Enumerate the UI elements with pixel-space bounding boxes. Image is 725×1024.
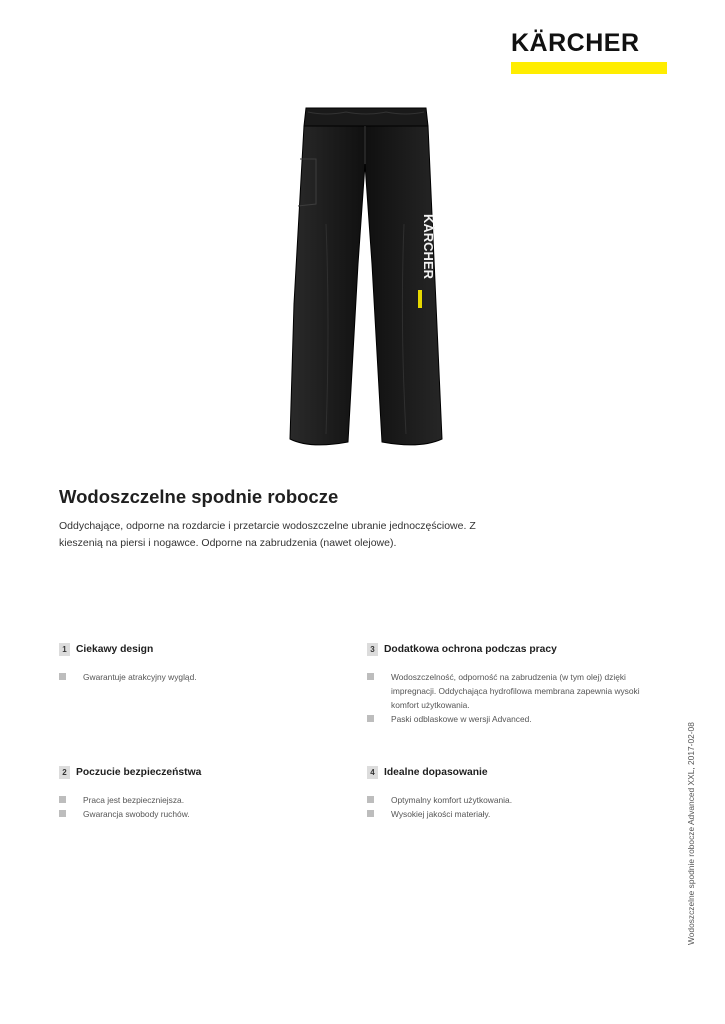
feature-list [59,670,359,684]
feature-title: Ciekawy design [76,643,154,655]
feature-list [59,793,359,821]
bullet-square-icon [59,796,66,803]
work-trousers-image [286,104,444,454]
feature-item: Paski odblaskowe w wersji Advanced. [367,712,667,726]
feature-title: Idealne dopasowanie [384,766,488,778]
feature-item: Gwarantuje atrakcyjny wygląd. [59,670,359,684]
feature-item: Praca jest bezpieczniejsza. [59,793,359,807]
bullet-square-icon [367,796,374,803]
feature-block-1 [59,642,359,684]
leg-logo-print: KÄRCHER [421,214,436,279]
logo-text: KÄRCHER [511,29,640,57]
feature-title: Poczucie bezpieczeństwa [76,766,202,778]
feature-block-4 [367,765,667,821]
feature-number: 4 [367,766,378,779]
product-title: Wodoszczelne spodnie robocze [59,486,339,507]
bullet-square-icon [367,715,374,722]
logo-yellow-bar [511,62,667,74]
feature-number: 1 [59,643,70,656]
brand-logo [511,30,667,74]
feature-block-2 [59,765,359,821]
feature-item: Wodoszczelność, odporność na zabrudzenia (w tym olej) dzięki impregnacji. Oddychająca hydrofilowa membrana zapewnia wysoki komfort użytkowania. [367,670,667,712]
document-side-label: Wodoszczelne spodnie robocze Advanced XXL, 2017-02-08 [686,722,696,945]
feature-list [367,670,667,726]
feature-item: Gwarancja swobody ruchów. [59,807,359,821]
feature-number: 2 [59,766,70,779]
bullet-square-icon [59,673,66,680]
feature-list [367,793,667,821]
bullet-square-icon [59,810,66,817]
product-description: Oddychające, odporne na rozdarcie i przetarcie wodoszczelne ubranie jednoczęściowe. Z kieszenią na piersi i nogawce. Odporne na zabrudzenia (nawet olejowe). [59,520,476,549]
feature-item: Optymalny komfort użytkowania. [367,793,667,807]
feature-title: Dodatkowa ochrona podczas pracy [384,643,557,655]
feature-number: 3 [367,643,378,656]
feature-block-3 [367,642,667,726]
feature-item: Wysokiej jakości materiały. [367,807,667,821]
bullet-square-icon [367,673,374,680]
bullet-square-icon [367,810,374,817]
